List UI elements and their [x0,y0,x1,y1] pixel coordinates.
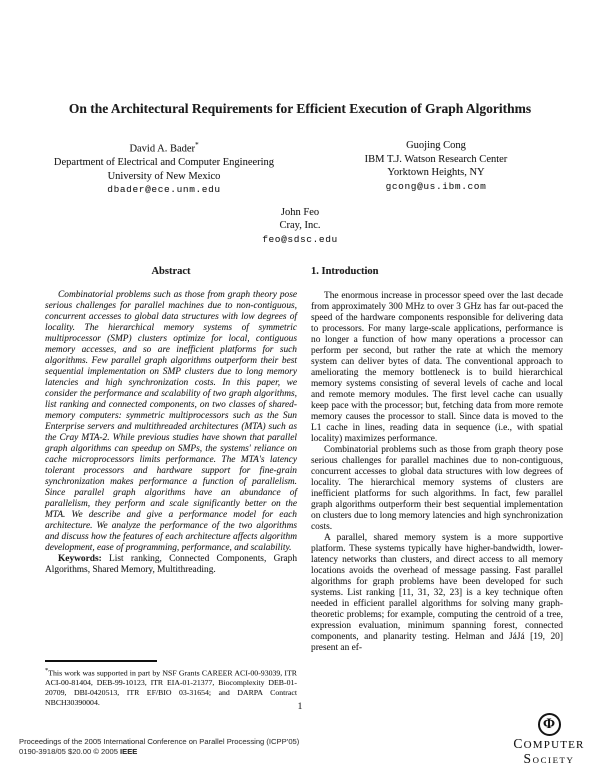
author-name: Guojing Cong [406,140,466,151]
footnote-marker: * [45,666,49,674]
author-email: dbader@ece.unm.edu [107,184,221,195]
footer-ieee-label: IEEE [120,746,138,756]
author-footnote-marker: * [195,141,199,149]
footnote-rule [45,660,157,662]
introduction-paragraph: A parallel, shared memory system is a more supportive platform. These systems typically have higher-bandwidth, lower-latency networks than clusters, and direct access to all memory locations avoids the overhead of message passing. Fast parallel algorithms for graph problems have been developed for such systems. List ranking [11, 31, 32, 23] is a key technique often needed in efficient parallel algorithms for solving many graph-theoretic problems; for example, computing the centroid of a tree, expression evaluation, minimum spanning forest, connected components, and planarity testing. Helman and JáJá [19, 20] present an ef- [311,533,563,653]
introduction-paragraph: The enormous increase in processor speed over the last decade from approximately 300 MHz to over 3 GHz has far out-paced the speed of the hardware components responsible for delivering data to processors. For many large-scale applications, performance is no longer a function of how many operations a processor can perform per second, but rather the rate at which the memory system can deliver bytes of data. The conventional approach to ameliorating the memory bottleneck is to build hierarchical memory systems consisting of several levels of cache and local and remote memory modules. The first level cache can usually keep pace with the processor; but, fetching data from more remote memory causes the processor to stall. Since data is moved to the L1 cache in lines, reading data in sequence (i.e., with spatial locality) maximizes performance. [311,291,563,444]
author-affiliation: Cray, Inc. [279,220,321,231]
author-email: gcong@us.ibm.com [385,180,487,192]
footer-copyright-line [19,747,299,757]
keywords-text: List ranking, Connected Components, Graph Algorithms, Shared Memory, Multithreading. [45,554,298,575]
author-block-bader [28,139,300,197]
footnote-block [45,660,297,708]
logo-computer-label: COMPUTER [513,736,585,751]
proceedings-footer [19,737,299,757]
author-name: John Feo [280,206,320,218]
footer-copyright-text: 0190-3918/05 $20.00 © 2005 [19,746,121,756]
abstract-text: Combinatorial problems such as those from graph theory pose serious challenges for parallel machines due to non-contiguous, concurrent accesses to global data structures with low degrees of locality. The hierarchical memory systems of symmetric multiprocessor (SMP) clusters optimize for local, contiguous memory accesses, and so are inefficient platforms for such algorithms. Few parallel graph algorithms outperform their best sequential implementation on SMP clusters due to long memory latencies and high synchronization costs. In this paper, we consider the performance and scalability of two graph algorithms, list ranking and connected components, on two classes of shared-memory computers: symmetric multiprocessors such as the Sun Enterprise servers and multithreaded architectures (MTA) such as the Cray MTA-2. While previous studies have shown that parallel graph algorithms can speedup on SMPs, the systems' reliance on cache microprocessors limits performance. The MTA's latency tolerant processors and hardware support for fine-grain synchronization makes performance a function of parallelism. Since parallel graph algorithms have an abundance of parallelism, they perform and scale significantly better on the MTA. We describe and give a performance model for each architecture. We analyze the performance of the two algorithms and discuss how the features of each architecture affects algorithm development, ease of programming, performance, and scalability. [45,290,297,553]
phi-logo-icon: Φ [538,713,561,736]
two-column-body [45,266,563,708]
logo-society-label: SOCIETY [523,751,575,766]
footer-proceedings-line: Proceedings of the 2005 International Conference on Parallel Processing (ICPP’05) [19,737,300,746]
right-column [311,266,563,708]
introduction-heading: 1. Introduction [311,266,379,277]
authors-row [0,139,600,197]
introduction-paragraph: Combinatorial problems such as those from graph theory pose serious challenges for parallel machines due to non-contiguous, concurrent accesses to global data structures with low degrees of locality. The hierarchical memory systems of clusters are inefficient platforms for such algorithms. In fact, few parallel graph algorithms outperform their best sequential implementation on clusters due to long memory latencies and high synchronization costs. [311,445,563,532]
author-affiliation: Department of Electrical and Computer Engineering [53,157,275,168]
page-title: On the Architectural Requirements for Efficient Execution of Graph Algorithms [68,101,532,116]
author-block-cong [300,139,572,197]
left-column [45,266,297,708]
keywords-label: Keywords: [58,554,102,564]
keywords-line [45,554,297,576]
ieee-computer-society-logo [506,713,592,767]
author-name-text: David A. Bader [129,143,196,155]
abstract-heading: Abstract [151,266,191,277]
author-block-feo [0,206,600,247]
author-affiliation: Yorktown Heights, NY [387,167,485,178]
page-number: 1 [297,702,303,712]
author-affiliation: University of New Mexico [107,170,221,182]
footnote-body: This work was supported in part by NSF Grants CAREER ACI-00-93039, ITR ACI-00-81404, DEB-99-10123, ITR EIA-01-21377, Biocomplexity DEB-01-20709, DBI-0420513, ITR EF/BIO 03-31654; and DARPA Contract NBCH30390004. [45,668,297,708]
author-email: feo@sdsc.edu [262,233,338,245]
author-affiliation: IBM T.J. Watson Research Center [364,153,508,165]
author-name [28,139,300,156]
